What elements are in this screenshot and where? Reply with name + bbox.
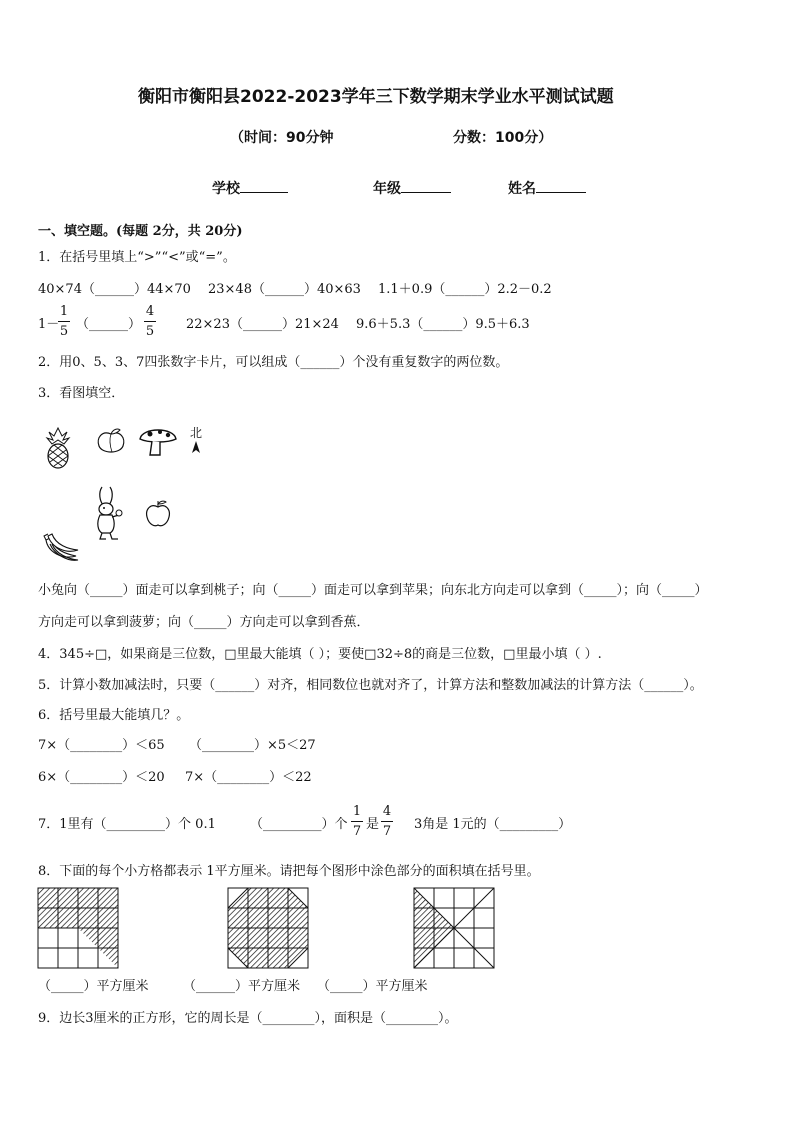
q1-r1-b[interactable]: 23×48（______）40×63	[208, 282, 361, 297]
q8-answer-3[interactable]: （_____）平方厘米	[317, 979, 428, 994]
grid-figure-1	[38, 888, 120, 970]
frac-den: 7	[352, 824, 362, 839]
q8-answer-1[interactable]: （_____）平方厘米	[38, 979, 149, 994]
score-label: 分数：100分）	[453, 130, 553, 146]
section-heading: 一、填空题。(每题 2分，共 20分)	[38, 224, 243, 239]
frac-num: 4	[382, 804, 392, 819]
time-label: （时间：90分钟	[230, 130, 334, 146]
q1-r2-prefix: 1－	[38, 317, 60, 332]
q7-part3[interactable]: 3角是 1元的（_________）	[414, 817, 572, 832]
page-title: 衡阳市衡阳县2022-2023学年三下数学期末学业水平测试试题	[138, 87, 614, 107]
name-field[interactable]	[536, 192, 586, 193]
pineapple-icon	[45, 428, 71, 468]
frac-den: 5	[59, 324, 69, 339]
q6-r1-a[interactable]: 7×（________）＜65	[38, 738, 165, 753]
q1-r2-c[interactable]: 9.6＋5.3（______）9.5＋6.3	[356, 317, 530, 332]
q5-text[interactable]: 5．计算小数加减法时，只要（______）对齐，相同数位也就对齐了，计算方法和整数加减法的计算方法（______）。	[38, 678, 703, 693]
q7-part1[interactable]: 7．1里有（_________）个 0.1	[38, 817, 216, 832]
frac-num: 1	[352, 804, 362, 819]
q1-stem: 1．在括号里填上“>”“<”或“=”。	[38, 250, 236, 265]
school-field[interactable]	[240, 192, 288, 193]
q6-r2-a[interactable]: 6×（________）＜20	[38, 770, 165, 785]
q1-r1-a[interactable]: 40×74（______）44×70	[38, 282, 191, 297]
q3-stem: 3．看图填空．	[38, 386, 125, 401]
q1-r1-c[interactable]: 1.1＋0.9（______）2.2－0.2	[378, 282, 552, 297]
rabbit-icon	[92, 485, 124, 541]
school-label	[212, 182, 288, 196]
grade-field[interactable]	[401, 192, 451, 193]
frac-den: 7	[382, 824, 392, 839]
north-label: 北	[190, 426, 203, 440]
q9-text[interactable]: 9．边长3厘米的正方形，它的周长是（________），面积是（________）。	[38, 1011, 458, 1026]
q4-text[interactable]: 4．345÷□，如果商是三位数，□里最大能填（ ）；要使□32÷8的商是三位数，□里最小填（ ）.	[38, 647, 602, 662]
school-text: 学校	[212, 181, 240, 197]
apple-icon	[145, 500, 171, 528]
grade-label	[373, 182, 451, 196]
q1-r2-b[interactable]: 22×23（______）21×24	[186, 317, 339, 332]
q7-frac-4-7	[381, 805, 393, 838]
q6-r1-b[interactable]: （________）×5＜27	[189, 738, 316, 753]
q6-stem: 6．括号里最大能填几？。	[38, 708, 190, 723]
frac-num: 4	[145, 304, 155, 319]
north-arrow-icon	[191, 441, 201, 455]
banana-icon	[44, 532, 80, 562]
grid-figure-2	[228, 888, 310, 970]
q6-r2-b[interactable]: 7×（________）＜22	[185, 770, 312, 785]
q1-frac-4-5	[144, 305, 156, 338]
frac-num: 1	[59, 304, 69, 319]
q2-text[interactable]: 2．用0、5、3、7四张数字卡片，可以组成（______）个没有重复数字的两位数。	[38, 355, 509, 370]
q7-frac-1-7	[351, 805, 363, 838]
q3-line2[interactable]: 方向走可以拿到菠萝；向（_____）方向走可以拿到香蕉．	[38, 615, 370, 630]
grid-figure-3	[414, 888, 496, 970]
q3-line1[interactable]: 小兔向（_____）面走可以拿到桃子；向（_____）面走可以拿到苹果；向东北方向走可以拿到（_____）；向（_____）	[38, 583, 708, 598]
q7-is: 是	[366, 817, 380, 832]
mushroom-icon	[138, 425, 178, 457]
q1-r2-mid[interactable]: （______）	[76, 317, 142, 332]
q1-frac-1-5	[58, 305, 70, 338]
peach-icon	[96, 428, 126, 456]
q7-part2[interactable]: （_________）个	[250, 817, 348, 832]
name-text: 姓名	[508, 181, 536, 197]
q8-stem: 8．下面的每个小方格都表示 1平方厘米。请把每个图形中涂色部分的面积填在括号里。	[38, 864, 540, 879]
grade-text: 年级	[373, 181, 401, 197]
name-label	[508, 182, 586, 196]
frac-den: 5	[145, 324, 155, 339]
q8-answer-2[interactable]: （______）平方厘米	[183, 979, 301, 994]
